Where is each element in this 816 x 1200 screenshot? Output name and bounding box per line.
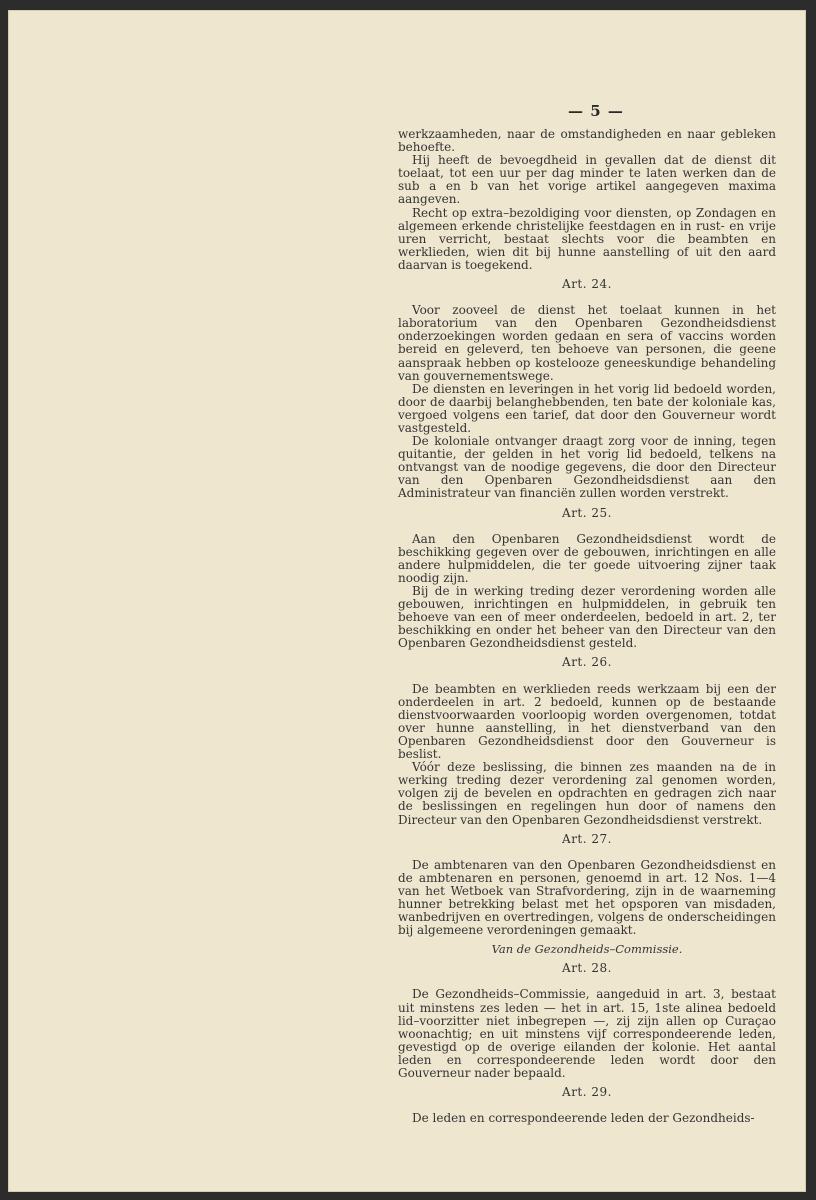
paragraph: De koloniale ontvanger draagt zorg voor de inning, tegen quitantie, der gelden in het vorig lid bedoeld, telkens na ontvangst van de noodige gegevens, die door den Directeur van den Openbaren Gezondheidsdienst aan den Administrateur van financiën zullen worden verstrekt. bbox=[398, 434, 776, 501]
paragraph: werkzaamheden, naar de omstandigheden en naar gebleken behoefte. bbox=[398, 127, 776, 155]
paragraph: Hij heeft de bevoegdheid in gevallen dat de dienst dit toelaat, tot een uur per dag minder te laten werken dan de sub a en b van het vorige artikel aangegeven maxima aangeven. bbox=[398, 153, 776, 207]
paragraph: Recht op extra–bezoldiging voor diensten, op Zondagen en algemeen erkende christelijke feestdagen en in rust- en vrije uren verricht, bestaat slechts voor die beambten en werklieden, wien dit bij hunne aanstelling of uit den aard daarvan is toegekend. bbox=[398, 205, 776, 272]
paragraph: De ambtenaren van den Openbaren Gezondheidsdienst en de ambtenaren en personen, genoemd in art. 12 Nos. 1—4 van het Wetboek van Strafvordering, zijn in de waarneming hunner betrekking belast met het opsporen van misdaden, wanbedrijven en overtredingen, volgens de onderscheidingen bij algemeene verordeningen gemaakt. bbox=[398, 857, 776, 938]
text-column bbox=[398, 128, 776, 1125]
paragraph: Voor zooveel de dienst het toelaat kunnen in het laboratorium van den Openbaren Gezondheidsdienst onderzoekingen worden gedaan en sera of vaccins worden bereid en geleverd, ten behoeve van personen, die geene aanspraak hebben op kostelooze geneeskundige behandeling van gouvernementswege. bbox=[398, 303, 776, 383]
article-heading: Art. 24. bbox=[562, 277, 612, 292]
paragraph: De beambten en werklieden reeds werkzaam bij een der onderdeelen in art. 2 bedoeld, kunnen op de bestaande dienstvoorwaarden voorloopig worden overgenomen, totdat over hunne aanstelling, in het dienstverband van den Openbaren Gezondheidsdienst door den Gouverneur is beslist. bbox=[398, 681, 776, 762]
paragraph: De leden en correspondeerende leden der Gezondheids- bbox=[412, 1111, 755, 1126]
article-heading: Art. 28. bbox=[562, 961, 612, 976]
section-title: Van de Gezondheids–Commissie. bbox=[491, 942, 683, 957]
article-heading: Art. 27. bbox=[562, 831, 612, 846]
document-page bbox=[8, 10, 806, 1192]
article-heading: Art. 29. bbox=[562, 1085, 612, 1100]
page-number: — 5 — bbox=[568, 102, 624, 120]
paragraph: Bij de in werking treding dezer verordening worden alle gebouwen, inrichtingen en hulpmiddelen, in gebruik ten behoeve van een of meer onderdeelen, bedoeld in art. 2, ter beschikking en onder het beheer van den Directeur van den Openbaren Gezondheidsdienst gesteld. bbox=[398, 584, 776, 651]
paragraph: De Gezondheids–Commissie, aangeduid in art. 3, bestaat uit minstens zes leden — het in art. 15, 1ste alinea bedoeld lid–voorzitter niet inbegrepen —, zij zijn allen op Curaçao woonachtig; en uit minstens vijf correspondeerende leden, gevestigd op de overige eilanden der kolonie. Het aantal leden en correspondeerende leden wordt door den Gouverneur nader bepaald. bbox=[398, 987, 776, 1080]
article-heading: Art. 25. bbox=[562, 505, 612, 520]
article-heading: Art. 26. bbox=[562, 655, 612, 670]
paragraph: Vóór deze beslissing, die binnen zes maanden na de in werking treding dezer verordening zal genomen worden, volgen zij de bevelen en opdrachten en gedragen zich naar de beslissingen en regelingen hun door of namens den Directeur van den Openbaren Gezondheidsdienst verstrekt. bbox=[398, 760, 776, 827]
paragraph: De diensten en leveringen in het vorig lid bedoeld worden, door de daarbij belanghebbenden, ten bate der koloniale kas, vergoed volgens een tarief, dat door den Gouverneur wordt vastgesteld. bbox=[398, 381, 776, 435]
paragraph: Aan den Openbaren Gezondheidsdienst wordt de beschikking gegeven over de gebouwen, inrichtingen en alle andere hulpmiddelen, die ter goede uitvoering zijner taak noodig zijn. bbox=[398, 531, 776, 585]
